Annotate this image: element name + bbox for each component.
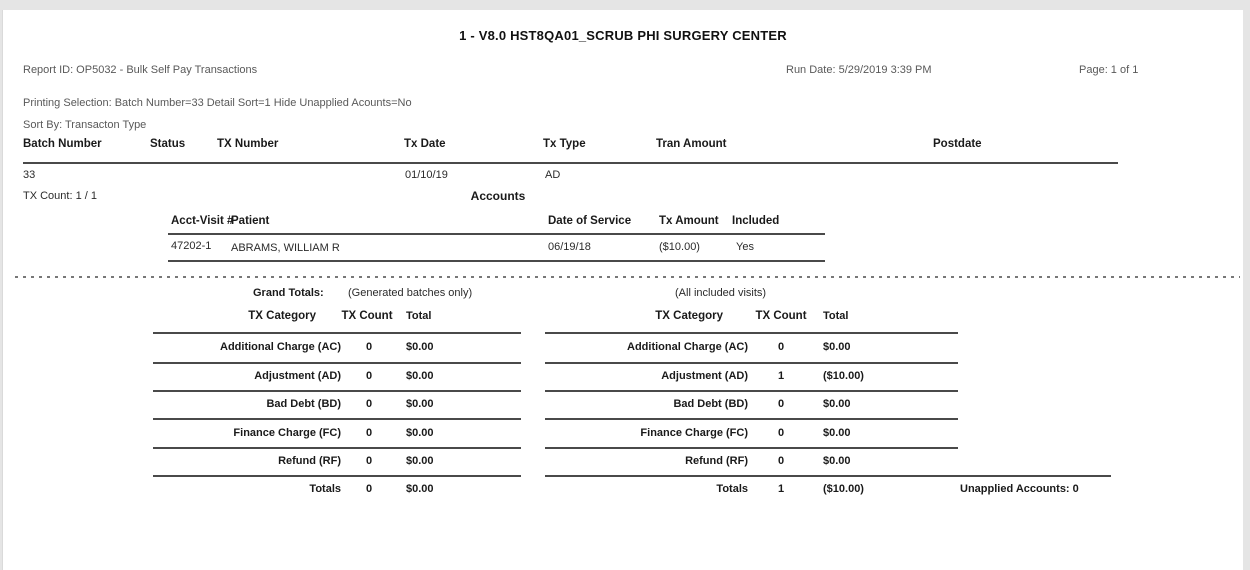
- batch-number-value: 33: [23, 169, 36, 181]
- totals-category: Totals: [309, 483, 341, 495]
- totals-count: 0: [365, 427, 373, 439]
- totals-category: Refund (RF): [278, 455, 341, 467]
- column-header-status: Status: [150, 138, 186, 150]
- totals-grand-row: [153, 483, 521, 499]
- date-of-service-value: 06/19/18: [548, 241, 591, 253]
- column-header-postdate: Postdate: [933, 138, 982, 150]
- totals-row: [545, 455, 958, 471]
- totals-row: [545, 370, 958, 386]
- totals-row-divider: [545, 390, 958, 392]
- totals-count: 1: [777, 370, 785, 382]
- included-totals-header-row: [545, 310, 958, 326]
- totals-row-divider: [153, 390, 521, 392]
- accounts-section-title: Accounts: [470, 189, 526, 203]
- run-date-text: Run Date: 5/29/2019 3:39 PM: [786, 64, 932, 76]
- totals-row: [545, 398, 958, 414]
- column-header-tx-date: Tx Date: [404, 138, 446, 150]
- column-header-tran-amount: Tran Amount: [656, 138, 727, 150]
- batch-header-underline: [23, 162, 1118, 164]
- totals-row-divider: [153, 362, 521, 364]
- totals-total: $0.00: [823, 341, 851, 353]
- tx-count-text: TX Count: 1 / 1: [23, 190, 97, 202]
- totals-total: $0.00: [406, 398, 434, 410]
- column-header-tx-type: Tx Type: [543, 138, 586, 150]
- totals-total: $0.00: [406, 483, 434, 495]
- totals-category: Adjustment (AD): [661, 370, 748, 382]
- column-header-date-of-service: Date of Service: [548, 215, 632, 227]
- grand-totals-label: Grand Totals:: [253, 287, 324, 299]
- tx-date-value: 01/10/19: [405, 169, 448, 181]
- totals-category: Finance Charge (FC): [233, 427, 341, 439]
- totals-count: 0: [777, 455, 785, 467]
- totals-count: 0: [365, 398, 373, 410]
- totals-row-divider: [153, 418, 521, 420]
- totals-total: $0.00: [823, 455, 851, 467]
- acct-visit-value: 47202-1: [171, 240, 212, 252]
- totals-category: Adjustment (AD): [254, 370, 341, 382]
- totals-category: Refund (RF): [685, 455, 748, 467]
- accounts-header-underline: [168, 233, 825, 235]
- totals-total: $0.00: [406, 455, 434, 467]
- included-visits-caption: (All included visits): [675, 287, 767, 299]
- totals-row: [153, 341, 521, 357]
- totals-grand-row: [545, 483, 958, 499]
- totals-category: Additional Charge (AC): [627, 341, 748, 353]
- generated-totals-header-underline: [153, 332, 521, 334]
- totals-total: $0.00: [823, 398, 851, 410]
- tx-amount-value: ($10.00): [659, 241, 700, 253]
- totals-header-category: TX Category: [655, 310, 723, 322]
- totals-total: $0.00: [406, 427, 434, 439]
- totals-category: Additional Charge (AC): [220, 341, 341, 353]
- included-value: Yes: [736, 241, 754, 253]
- totals-row: [153, 370, 521, 386]
- tx-type-value: AD: [545, 169, 561, 181]
- printing-selection-text: Printing Selection: Batch Number=33 Detail Sort=1 Hide Unapplied Acounts=No: [23, 97, 412, 109]
- totals-total: ($10.00): [823, 483, 864, 495]
- totals-category: Finance Charge (FC): [640, 427, 748, 439]
- patient-name: ABRAMS, WILLIAM R: [231, 242, 340, 254]
- totals-count: 1: [777, 483, 785, 495]
- totals-total: $0.00: [406, 370, 434, 382]
- totals-row-divider: [153, 447, 521, 449]
- unapplied-accounts-text: Unapplied Accounts: 0: [960, 483, 1079, 495]
- totals-count: 0: [365, 370, 373, 382]
- totals-count: 0: [777, 427, 785, 439]
- totals-header-count: TX Count: [341, 310, 393, 322]
- totals-header-count: TX Count: [755, 310, 807, 322]
- totals-header-total: Total: [823, 310, 849, 322]
- totals-row: [153, 398, 521, 414]
- totals-row-divider: [153, 475, 521, 477]
- column-header-tx-number: TX Number: [217, 138, 279, 150]
- totals-row: [545, 341, 958, 357]
- totals-row: [153, 455, 521, 471]
- generated-totals-header-row: [153, 310, 521, 326]
- column-header-included: Included: [732, 215, 780, 227]
- totals-total: $0.00: [406, 341, 434, 353]
- totals-count: 0: [777, 341, 785, 353]
- totals-row: [153, 427, 521, 443]
- sort-by-text: Sort By: Transacton Type: [23, 119, 147, 131]
- totals-category: Bad Debt (BD): [673, 398, 748, 410]
- totals-count: 0: [365, 483, 373, 495]
- totals-count: 0: [365, 455, 373, 467]
- totals-count: 0: [365, 341, 373, 353]
- totals-row-divider: [545, 362, 958, 364]
- totals-header-category: TX Category: [248, 310, 316, 322]
- column-header-batch-number: Batch Number: [23, 138, 102, 150]
- report-page: [2, 10, 1243, 570]
- accounts-row-underline: [168, 260, 825, 262]
- report-id-text: Report ID: OP5032 - Bulk Self Pay Transactions: [23, 64, 258, 76]
- totals-total: ($10.00): [823, 370, 864, 382]
- totals-row-divider: [545, 418, 958, 420]
- column-header-acct-visit: Acct-Visit #: [171, 215, 234, 227]
- totals-total: $0.00: [823, 427, 851, 439]
- totals-category: Bad Debt (BD): [266, 398, 341, 410]
- report-title: 1 - V8.0 HST8QA01_SCRUB PHI SURGERY CENTER: [459, 28, 787, 43]
- column-header-patient: Patient: [231, 215, 270, 227]
- totals-row-divider-extended: [545, 475, 1111, 477]
- dotted-separator: [15, 276, 1240, 278]
- totals-category: Totals: [716, 483, 748, 495]
- included-totals-header-underline: [545, 332, 958, 334]
- totals-row: [545, 427, 958, 443]
- totals-count: 0: [777, 398, 785, 410]
- page-number-text: Page: 1 of 1: [1079, 64, 1139, 76]
- totals-row-divider: [545, 447, 958, 449]
- column-header-tx-amount: Tx Amount: [659, 215, 719, 227]
- generated-batches-caption: (Generated batches only): [348, 287, 473, 299]
- totals-header-total: Total: [406, 310, 432, 322]
